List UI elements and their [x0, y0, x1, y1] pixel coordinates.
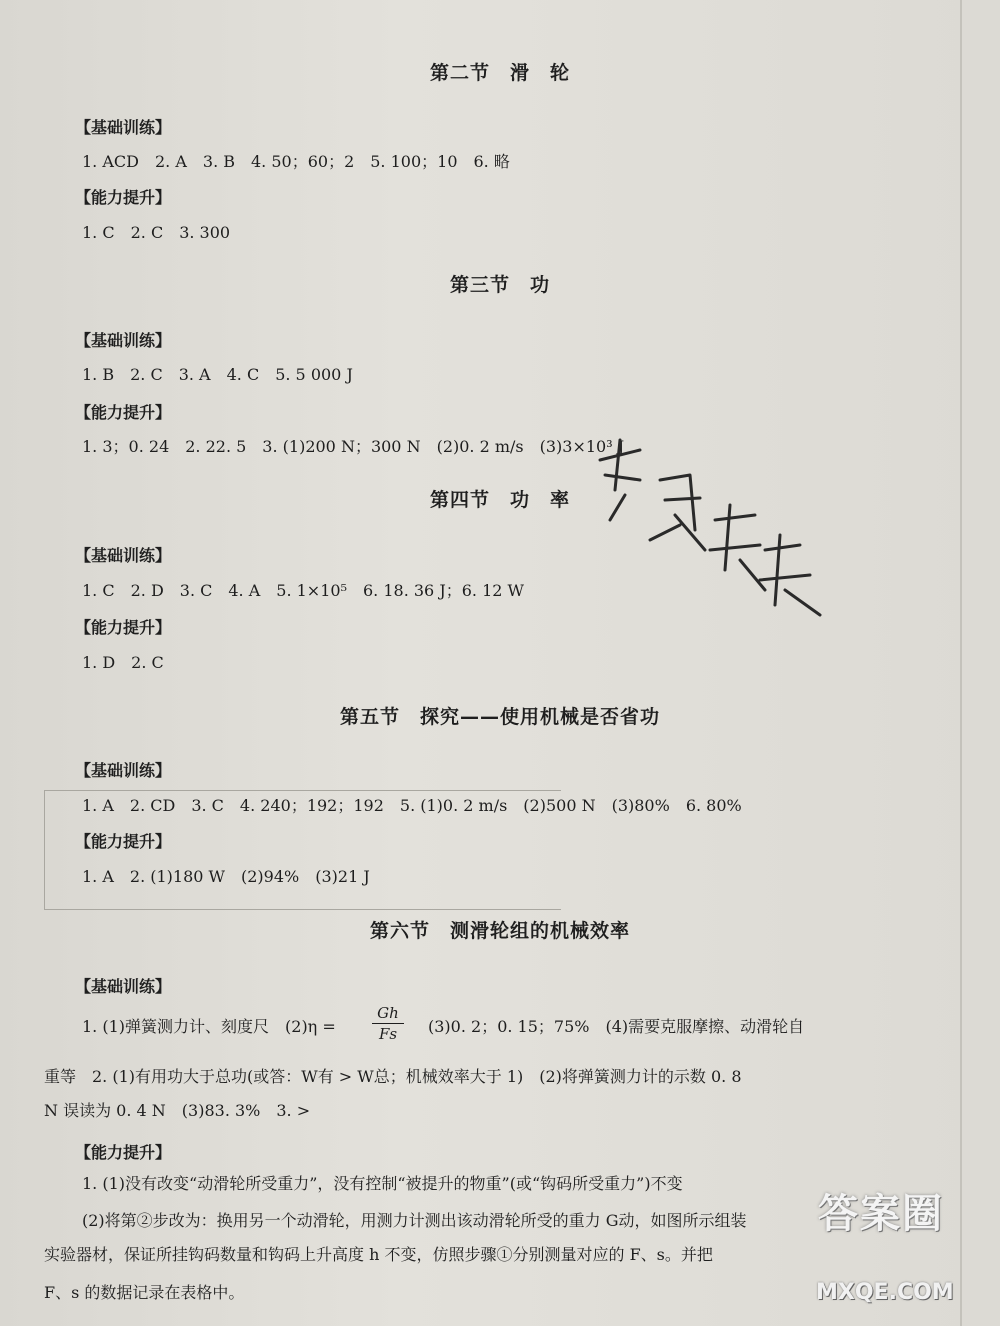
answer-line: 1. C 2. C 3. 300 [82, 223, 231, 242]
basic-training-label: 【基础训练】 [75, 977, 172, 996]
ability-label: 【能力提升】 [75, 618, 172, 637]
ability-answer-1: 1. (1)没有改变“动滑轮所受重力”，没有控制“被提升的物重”(或“钩码所受重力”)不变 [82, 1174, 683, 1193]
watermark-logo: 答案圈 [818, 1191, 944, 1237]
efficiency-answer-1a: 1. (1)弹簧测力计、刻度尺 (2)η = [82, 1017, 336, 1036]
ability-label: 【能力提升】 [75, 403, 172, 422]
section-title-work: 第三节 功 [449, 274, 550, 296]
section-title-power: 第四节 功 率 [429, 489, 570, 511]
ability-answer-4: F、s 的数据记录在表格中。 [44, 1283, 245, 1302]
answer-line: 1. C 2. D 3. C 4. A 5. 1×10⁵ 6. 18. 36 J；6. 12 W [82, 581, 524, 600]
answer-line: 1. ACD 2. A 3. B 4. 50；60；2 5. 100；10 6. 略 [82, 152, 510, 171]
basic-training-label: 【基础训练】 [75, 546, 172, 565]
fraction-denominator: Fs [378, 1025, 398, 1043]
answer-line: 1. A 2. (1)180 W (2)94% (3)21 J [82, 867, 370, 886]
fraction-bar [372, 1023, 404, 1024]
efficiency-answer-3: N 误读为 0. 4 N (3)83. 3% 3. > [44, 1101, 311, 1120]
efficiency-answer-2: 重等 2. (1)有用功大于总功(或答：W有 > W总；机械效率大于 1) (2)将弹簧测力计的示数 0. 8 [44, 1067, 742, 1086]
efficiency-answer-1b: (3)0. 2；0. 15；75% (4)需要克服摩擦、动滑轮自 [428, 1017, 805, 1036]
answer-line: 1. 3；0. 24 2. 22. 5 3. (1)200 N；300 N (2)0. 2 m/s (3)3×10³ J [82, 437, 625, 456]
handwritten-reference-mark [580, 420, 830, 620]
ability-label: 【能力提升】 [75, 188, 172, 207]
section-title-efficiency: 第六节 测滑轮组的机械效率 [369, 920, 630, 942]
basic-training-label: 【基础训练】 [75, 118, 172, 137]
fraction [372, 1004, 404, 1043]
answer-line: 1. A 2. CD 3. C 4. 240；192；192 5. (1)0. 2 m/s (2)500 N (3)80% 6. 80% [82, 796, 742, 815]
watermark [810, 1180, 995, 1320]
ability-answer-2: (2)将第②步改为：换用另一个动滑轮，用测力计测出该动滑轮所受的重力 G动，如图所示组装 [82, 1211, 747, 1230]
ability-answer-3: 实验器材，保证所挂钩码数量和钩码上升高度 h 不变，仿照步骤①分别测量对应的 F、s。并把 [44, 1245, 713, 1264]
section-title-pulley: 第二节 滑 轮 [429, 62, 570, 84]
answer-line: 1. D 2. C [82, 653, 164, 672]
page-spine [960, 0, 962, 1326]
basic-training-label: 【基础训练】 [75, 331, 172, 350]
fraction-numerator: Gh [377, 1004, 399, 1022]
answer-line: 1. B 2. C 3. A 4. C 5. 5 000 J [82, 365, 353, 384]
ability-label: 【能力提升】 [75, 1143, 172, 1162]
watermark-url: MXQE.COM [816, 1280, 954, 1305]
section-title-explore: 第五节 探究——使用机械是否省功 [339, 706, 660, 728]
ability-label: 【能力提升】 [75, 832, 172, 851]
basic-training-label: 【基础训练】 [75, 761, 172, 780]
